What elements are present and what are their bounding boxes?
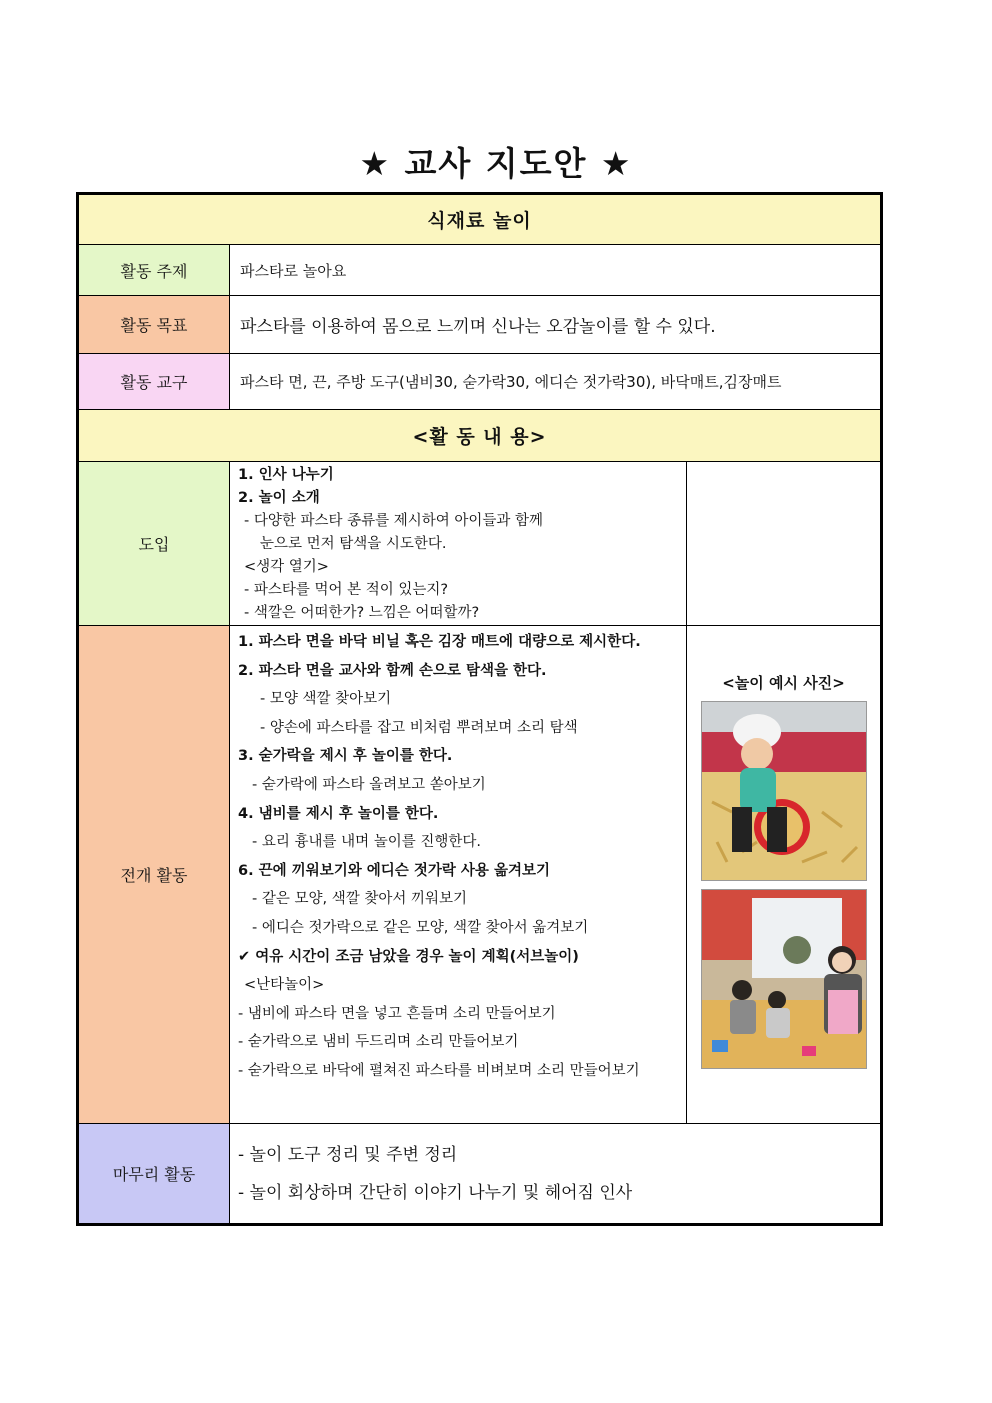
dev-line: - 모양 색깔 찾아보기 (260, 691, 392, 708)
intro-line: 눈으로 먼저 탐색을 시도한다. (260, 536, 447, 552)
photo-caption: <놀이 예시 사진> (722, 674, 845, 692)
closing-content (230, 1124, 882, 1225)
tools-value: 파스타 면, 끈, 주방 도구(냄비30, 숟가락30, 에디슨 젓가락30), 바닥매트,김장매트 (230, 354, 882, 410)
development-content (230, 626, 687, 1124)
example-photo-2 (701, 889, 867, 1069)
page-title: ★ 교사 지도안 ★ (359, 144, 633, 183)
goal-value: 파스타를 이용하여 몸으로 느끼며 신나는 오감놀이를 할 수 있다. (230, 296, 882, 354)
lesson-plan-table (76, 192, 883, 1226)
development-label: 전개 활동 (78, 626, 230, 1124)
dev-line: 2. 파스타 면을 교사와 함께 손으로 탐색을 한다. (238, 662, 547, 679)
header-bar: 식재료 놀이 (78, 194, 882, 245)
closing-line: - 놀이 회상하며 간단히 이야기 나누기 및 헤어짐 인사 (238, 1182, 633, 1203)
dev-line: - 에디슨 젓가락으로 같은 모양, 색깔 찾아서 옮겨보기 (252, 919, 589, 936)
dev-line: <난타놀이> (244, 977, 325, 994)
intro-line: - 색깔은 어떠한가? 느낌은 어떠할까? (244, 605, 480, 621)
dev-line: 6. 끈에 끼워보기와 에디슨 젓가락 사용 옮겨보기 (238, 862, 551, 879)
topic-value: 파스타로 놀아요 (230, 245, 882, 296)
dev-line: - 숟가락으로 바닥에 펼쳐진 파스타를 비벼보며 소리 만들어보기 (238, 1062, 640, 1079)
dev-line: - 요리 흉내를 내며 놀이를 진행한다. (252, 834, 481, 851)
dev-line: 3. 숟가락을 제시 후 놀이를 한다. (238, 748, 453, 765)
dev-line: ✔ 여유 시간이 조금 남았을 경우 놀이 계획(서브놀이) (238, 948, 579, 965)
section-bar: <활 동 내 용> (78, 410, 882, 462)
example-photo-1 (701, 701, 867, 881)
topic-label: 활동 주제 (78, 245, 230, 296)
dev-line: - 숟가락으로 냄비 두드리며 소리 만들어보기 (238, 1034, 519, 1051)
intro-line: - 파스타를 먹어 본 적이 있는지? (244, 582, 449, 598)
intro-empty-cell (687, 462, 882, 626)
dev-line: 4. 냄비를 제시 후 놀이를 한다. (238, 805, 439, 822)
intro-line: 1. 인사 나누기 (238, 467, 334, 483)
goal-label: 활동 목표 (78, 296, 230, 354)
dev-line: - 숟가락에 파스타 올려보고 쏟아보기 (252, 776, 486, 793)
tools-label: 활동 교구 (78, 354, 230, 410)
photo-cell (687, 626, 882, 1124)
dev-line: - 냄비에 파스타 면을 넣고 흔들며 소리 만들어보기 (238, 1005, 556, 1022)
intro-line: <생각 열기> (244, 559, 329, 575)
intro-label: 도입 (78, 462, 230, 626)
intro-content (230, 462, 687, 626)
intro-line: 2. 놀이 소개 (238, 490, 320, 506)
closing-line: - 놀이 도구 정리 및 주변 정리 (238, 1144, 458, 1165)
dev-line: - 양손에 파스타를 잡고 비처럼 뿌려보며 소리 탐색 (260, 719, 578, 736)
closing-label: 마무리 활동 (78, 1124, 230, 1225)
dev-line: 1. 파스타 면을 바닥 비닐 혹은 김장 매트에 대량으로 제시한다. (238, 634, 641, 650)
intro-line: - 다양한 파스타 종류를 제시하여 아이들과 함께 (244, 513, 544, 529)
dev-line: - 같은 모양, 색깔 찾아서 끼워보기 (252, 891, 467, 908)
